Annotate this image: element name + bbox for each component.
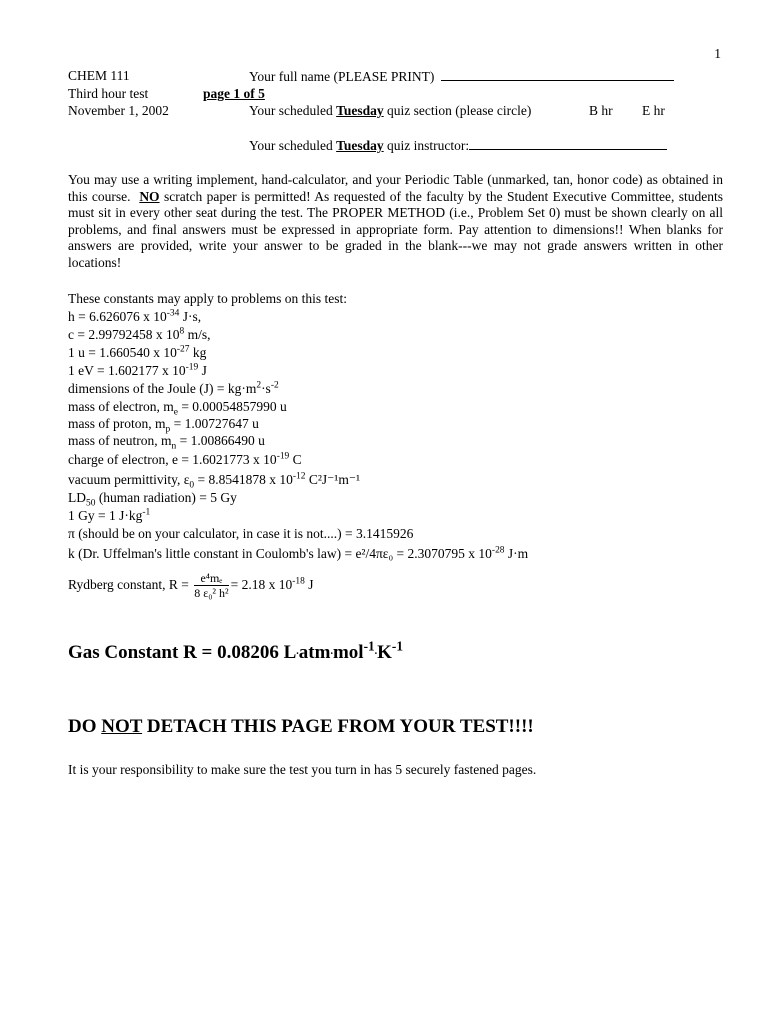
responsibility-note: It is your responsibility to make sure the test you turn in has 5 securely fastened pages. [68, 762, 537, 777]
const-proton-mass: mass of proton, $m_p = 1.00727647$ u [68, 416, 259, 435]
constants-heading: These constants may apply to problems on this test: [68, 291, 347, 306]
const-light-speed: c = 2.99792458 x $10^8$ m/s, [68, 326, 211, 342]
page-label: page 1 of 5 [203, 86, 265, 101]
const-coulomb-k: k (Dr. Uffelman's little constant in Coulomb's law) = e²/4πε₀ = 2.3070795 x $10^{-28}$ J·m [68, 545, 529, 561]
no-emphasis: NO [139, 188, 160, 204]
section-suffix: quiz section (please circle) [387, 103, 532, 118]
const-amu: 1 u = 1.660540 x $10^{-27}$ kg [68, 344, 207, 360]
gas-constant: Gas Constant R = 0.08206 $L^.atm^.mol^{-1.}K^{-1}$ [68, 638, 403, 663]
section-option-e[interactable]: E hr [642, 103, 665, 118]
section-prefix: Your scheduled [249, 103, 333, 118]
instructions-paragraph: You may use a writing implement, hand-calculator, and your Periodic Table (unmarked, tan, honor code) as obtained in this course. NO scratch paper is permitted! As requested of the faculty by the Student Executive Committee, students must sit in every other seat during the test. The PROPER METHOD (i.e., Problem Set 0) must be shown clearly on all problems, and final answers must be expressed in appropriate form. Pay attention to dimensions!! When blanks for answers are provided, write your answer to be graded in the blank---we may not grade answers written in other locations! [68, 172, 723, 270]
constants-list [68, 290, 728, 603]
section-day: Tuesday [336, 103, 384, 118]
const-electron-charge: charge of electron, e = 1.6021773 x $10^{-19}$ C [68, 451, 302, 467]
detach-warning: DO NOT DETACH THIS PAGE FROM YOUR TEST!!!! [68, 716, 534, 737]
const-rydberg: Rydberg constant, R = $\frac{\text{e⁴mₑ}}{\text{8 ε₀² h²}}$ = 2.18 x $10^{-18}$ J [68, 571, 314, 601]
rydberg-fraction: $\frac{\text{e⁴mₑ}}{\text{8 ε₀² h²}}$ [194, 571, 229, 601]
name-field[interactable] [249, 68, 674, 85]
const-neutron-mass: mass of neutron, $m_n = 1.00866490$ u [68, 433, 265, 452]
course-title: CHEM 111 [68, 68, 130, 83]
name-blank[interactable] [441, 68, 674, 81]
instructor-suffix: quiz instructor: [387, 138, 470, 153]
not-emphasis: NOT [101, 716, 143, 737]
instructor-field[interactable] [249, 137, 667, 154]
instructor-prefix: Your scheduled [249, 138, 333, 153]
instructor-day: Tuesday [336, 138, 384, 153]
test-title: Third hour test [68, 86, 149, 101]
const-planck: h = 6.626076 x $10^{-34}$ J·s, [68, 308, 202, 324]
instructor-blank[interactable] [469, 137, 667, 150]
quiz-section-line [249, 103, 531, 119]
const-electron-mass: mass of electron, $m_e = 0.00054857990$ u [68, 399, 287, 418]
const-electron-volt: 1 eV = 1.602177 x $10^{-19}$ J [68, 362, 207, 378]
name-label: Your full name (PLEASE PRINT) [249, 69, 435, 84]
section-option-b[interactable]: B hr [589, 103, 613, 118]
const-joule: dimensions of the Joule $(J) = kg\cdot m^2\cdot s^{-2}$ [68, 380, 279, 396]
const-permittivity: vacuum permittivity, $\varepsilon_0 = 8.8541878$ x $10^{-12}$ C²J⁻¹m⁻¹ [68, 471, 360, 491]
test-date: November 1, 2002 [68, 103, 169, 118]
const-ld50: $LD_{50}$ (human radiation) = 5 Gy [68, 490, 237, 509]
const-gray: 1 Gy = 1 $J\cdot kg^{-1}$ [68, 507, 151, 523]
page-number: 1 [714, 46, 721, 61]
const-pi: π (should be on your calculator, in case it is not....) = 3.1415926 [68, 526, 414, 541]
